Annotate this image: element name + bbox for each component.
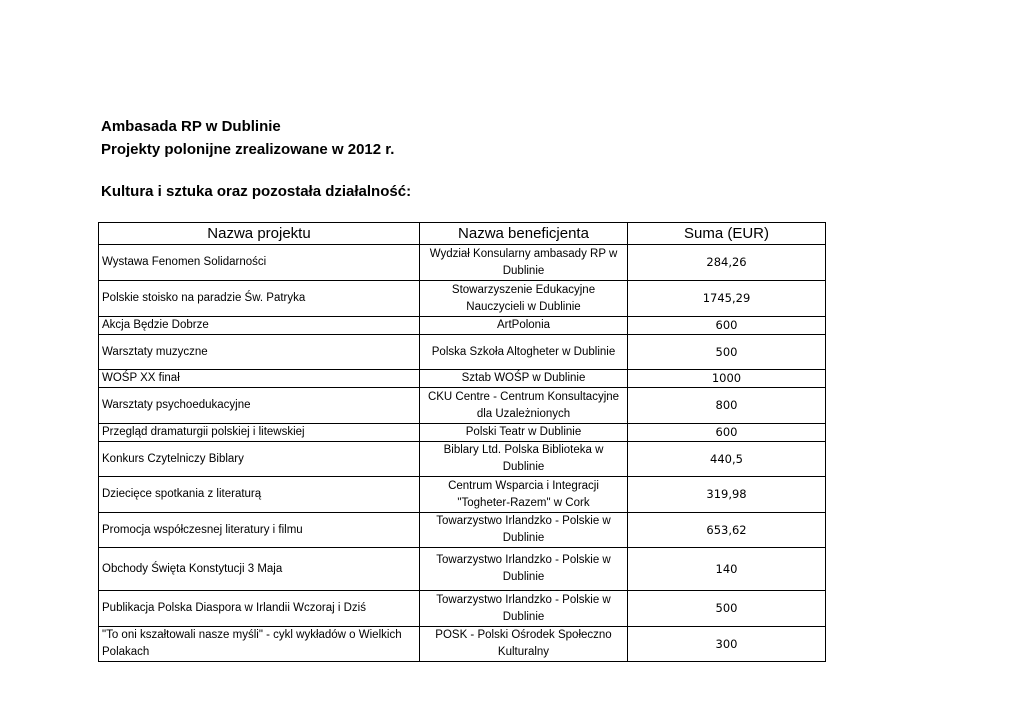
project-name-cell: Obchody Święta Konstytucji 3 Maja <box>99 548 420 591</box>
column-header-project: Nazwa projektu <box>99 223 420 245</box>
projects-table <box>98 222 826 662</box>
amount-cell: 800 <box>628 388 826 424</box>
beneficiary-cell: Polska Szkoła Altogheter w Dublinie <box>420 335 628 370</box>
beneficiary-cell: Towarzystwo Irlandzko - Polskie w Dublinie <box>420 513 628 548</box>
amount-cell: 284,26 <box>628 245 826 281</box>
amount-cell: 440,5 <box>628 442 826 477</box>
amount-cell: 300 <box>628 627 826 662</box>
project-name-cell: Dziecięce spotkania z literaturą <box>99 477 420 513</box>
amount-cell: 653,62 <box>628 513 826 548</box>
project-name-cell: "To oni kszałtowali nasze myśli" - cykl wykładów o Wielkich Polakach <box>99 627 420 662</box>
table-row <box>99 281 826 317</box>
amount-cell: 1000 <box>628 370 826 388</box>
beneficiary-cell: Wydział Konsularny ambasady RP w Dublinie <box>420 245 628 281</box>
table-row <box>99 513 826 548</box>
project-name-cell: Publikacja Polska Diaspora w Irlandii Wczoraj i Dziś <box>99 591 420 627</box>
beneficiary-cell: Centrum Wsparcia i Integracji "Togheter-Razem" w Cork <box>420 477 628 513</box>
beneficiary-cell: Polski Teatr w Dublinie <box>420 424 628 442</box>
table-row <box>99 627 826 662</box>
beneficiary-cell: Stowarzyszenie Edukacyjne Nauczycieli w Dublinie <box>420 281 628 317</box>
table-row <box>99 245 826 281</box>
table-row <box>99 548 826 591</box>
column-header-amount: Suma (EUR) <box>628 223 826 245</box>
project-name-cell: Warsztaty psychoedukacyjne <box>99 388 420 424</box>
table-row <box>99 477 826 513</box>
table-row <box>99 424 826 442</box>
section-heading: Kultura i sztuka oraz pozostała działalność: <box>101 183 412 200</box>
beneficiary-cell: Sztab WOŚP w Dublinie <box>420 370 628 388</box>
beneficiary-cell: Towarzystwo Irlandzko - Polskie w Dublinie <box>420 591 628 627</box>
project-name-cell: Wystawa Fenomen Solidarności <box>99 245 420 281</box>
project-name-cell: Polskie stoisko na paradzie Św. Patryka <box>99 281 420 317</box>
table-row <box>99 335 826 370</box>
table-row <box>99 388 826 424</box>
amount-cell: 319,98 <box>628 477 826 513</box>
table-row <box>99 442 826 477</box>
amount-cell: 500 <box>628 591 826 627</box>
project-name-cell: WOŚP XX finał <box>99 370 420 388</box>
table-row <box>99 591 826 627</box>
beneficiary-cell: Towarzystwo Irlandzko - Polskie w Dublinie <box>420 548 628 591</box>
beneficiary-cell: CKU Centre - Centrum Konsultacyjne dla Uzależnionych <box>420 388 628 424</box>
amount-cell: 140 <box>628 548 826 591</box>
beneficiary-cell: Biblary Ltd. Polska Biblioteka w Dublinie <box>420 442 628 477</box>
document-subtitle: Projekty polonijne zrealizowane w 2012 r. <box>101 141 395 158</box>
table-row <box>99 317 826 335</box>
amount-cell: 600 <box>628 424 826 442</box>
project-name-cell: Warsztaty muzyczne <box>99 335 420 370</box>
beneficiary-cell: ArtPolonia <box>420 317 628 335</box>
project-name-cell: Konkurs Czytelniczy Biblary <box>99 442 420 477</box>
column-header-beneficiary: Nazwa beneficjenta <box>420 223 628 245</box>
project-name-cell: Akcja Będzie Dobrze <box>99 317 420 335</box>
document-title: Ambasada RP w Dublinie <box>101 118 281 135</box>
amount-cell: 1745,29 <box>628 281 826 317</box>
beneficiary-cell: POSK - Polski Ośrodek Społeczno Kulturalny <box>420 627 628 662</box>
project-name-cell: Promocja współczesnej literatury i filmu <box>99 513 420 548</box>
amount-cell: 600 <box>628 317 826 335</box>
project-name-cell: Przegląd dramaturgii polskiej i litewskiej <box>99 424 420 442</box>
amount-cell: 500 <box>628 335 826 370</box>
table-header-row <box>99 223 826 245</box>
table-row <box>99 370 826 388</box>
